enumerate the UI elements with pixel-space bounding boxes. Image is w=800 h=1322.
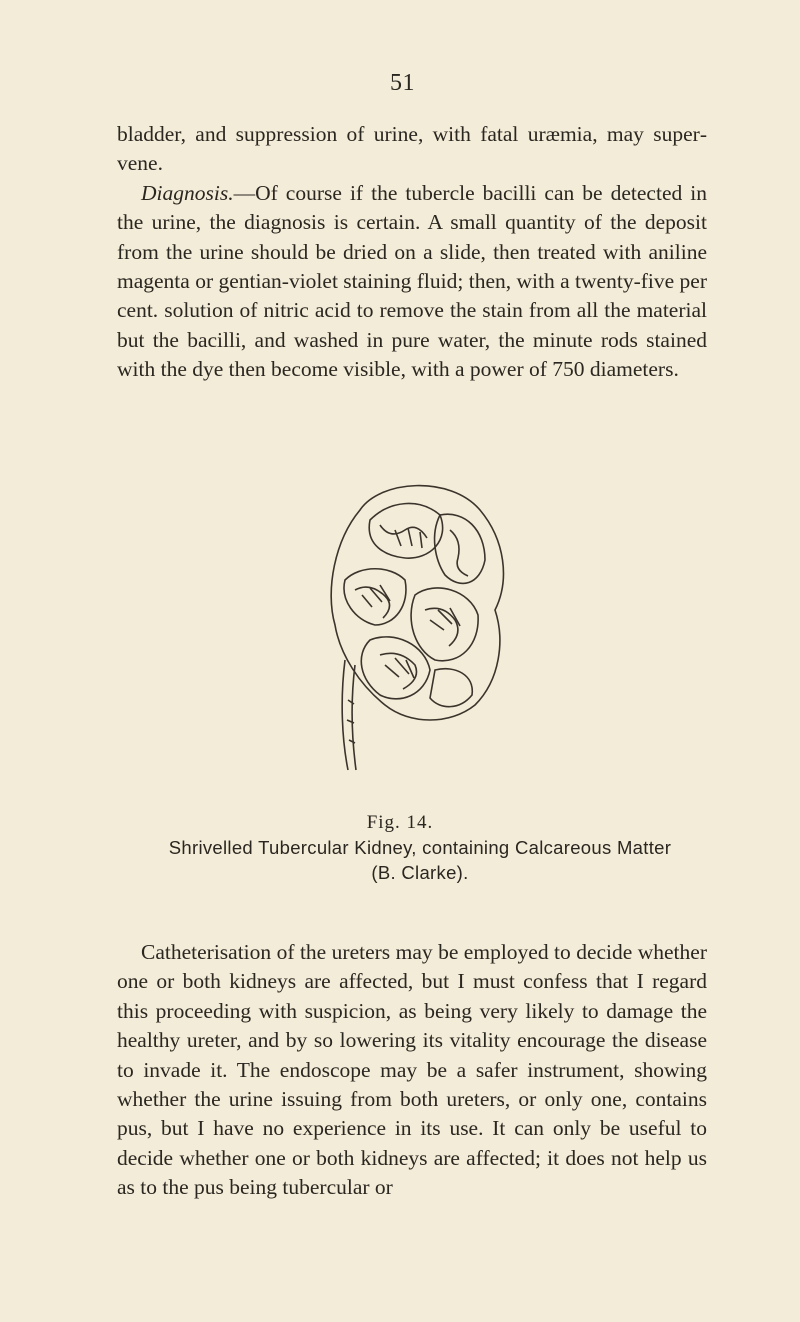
kidney-illustration bbox=[300, 470, 520, 790]
continued-text: bladder, and suppression of urine, with fatal uræmia, may supervene. bbox=[117, 122, 707, 176]
caption-line-1: Shrivelled Tubercular Kidney, containing Calcareous Matter bbox=[168, 837, 672, 858]
caption-line-2: (B. Clarke). bbox=[371, 862, 469, 883]
heading-dash: — bbox=[233, 180, 256, 205]
figure-label: Fig. 14. bbox=[366, 812, 434, 833]
diagnosis-paragraph bbox=[117, 179, 707, 385]
catheterisation-paragraph: Catheterisation of the ureters may be employed to decide whether one or both kidneys are affected, but I must confess that I regard this proceeding with suspicion, as being very likely to damage the healthy ureter, and by so lowering its vitality encourage the disease to invade it. The endoscope may be a safer instrument, showing whether the urine issuing from both ureters, or only one, contains pus, but I have no experience in its use. It can only be useful to decide whether one or both kidneys are affected; it does not help us as to the pus being tubercular or bbox=[117, 940, 707, 1200]
page-number: 51 bbox=[390, 70, 415, 96]
top-text-block bbox=[117, 120, 707, 385]
section-heading: Diagnosis. bbox=[141, 180, 234, 205]
bottom-text-block bbox=[117, 938, 707, 1203]
shrivelled-kidney-drawing bbox=[300, 470, 520, 790]
figure-caption bbox=[140, 835, 700, 885]
diagnosis-body: Of course if the tubercle bacilli can be detected in the urine, the diagnosis is certain. A small quantity of the deposit from the urine should be dried on a slide, then treated with aniline magenta or gentian-violet staining fluid; then, with a twenty-five per cent. solution of nitric acid to remove the stain from all the material but the bacilli, and washed in pure water, the minute rods stained with the dye then become visible, with a power of 750 diameters. bbox=[117, 180, 707, 382]
